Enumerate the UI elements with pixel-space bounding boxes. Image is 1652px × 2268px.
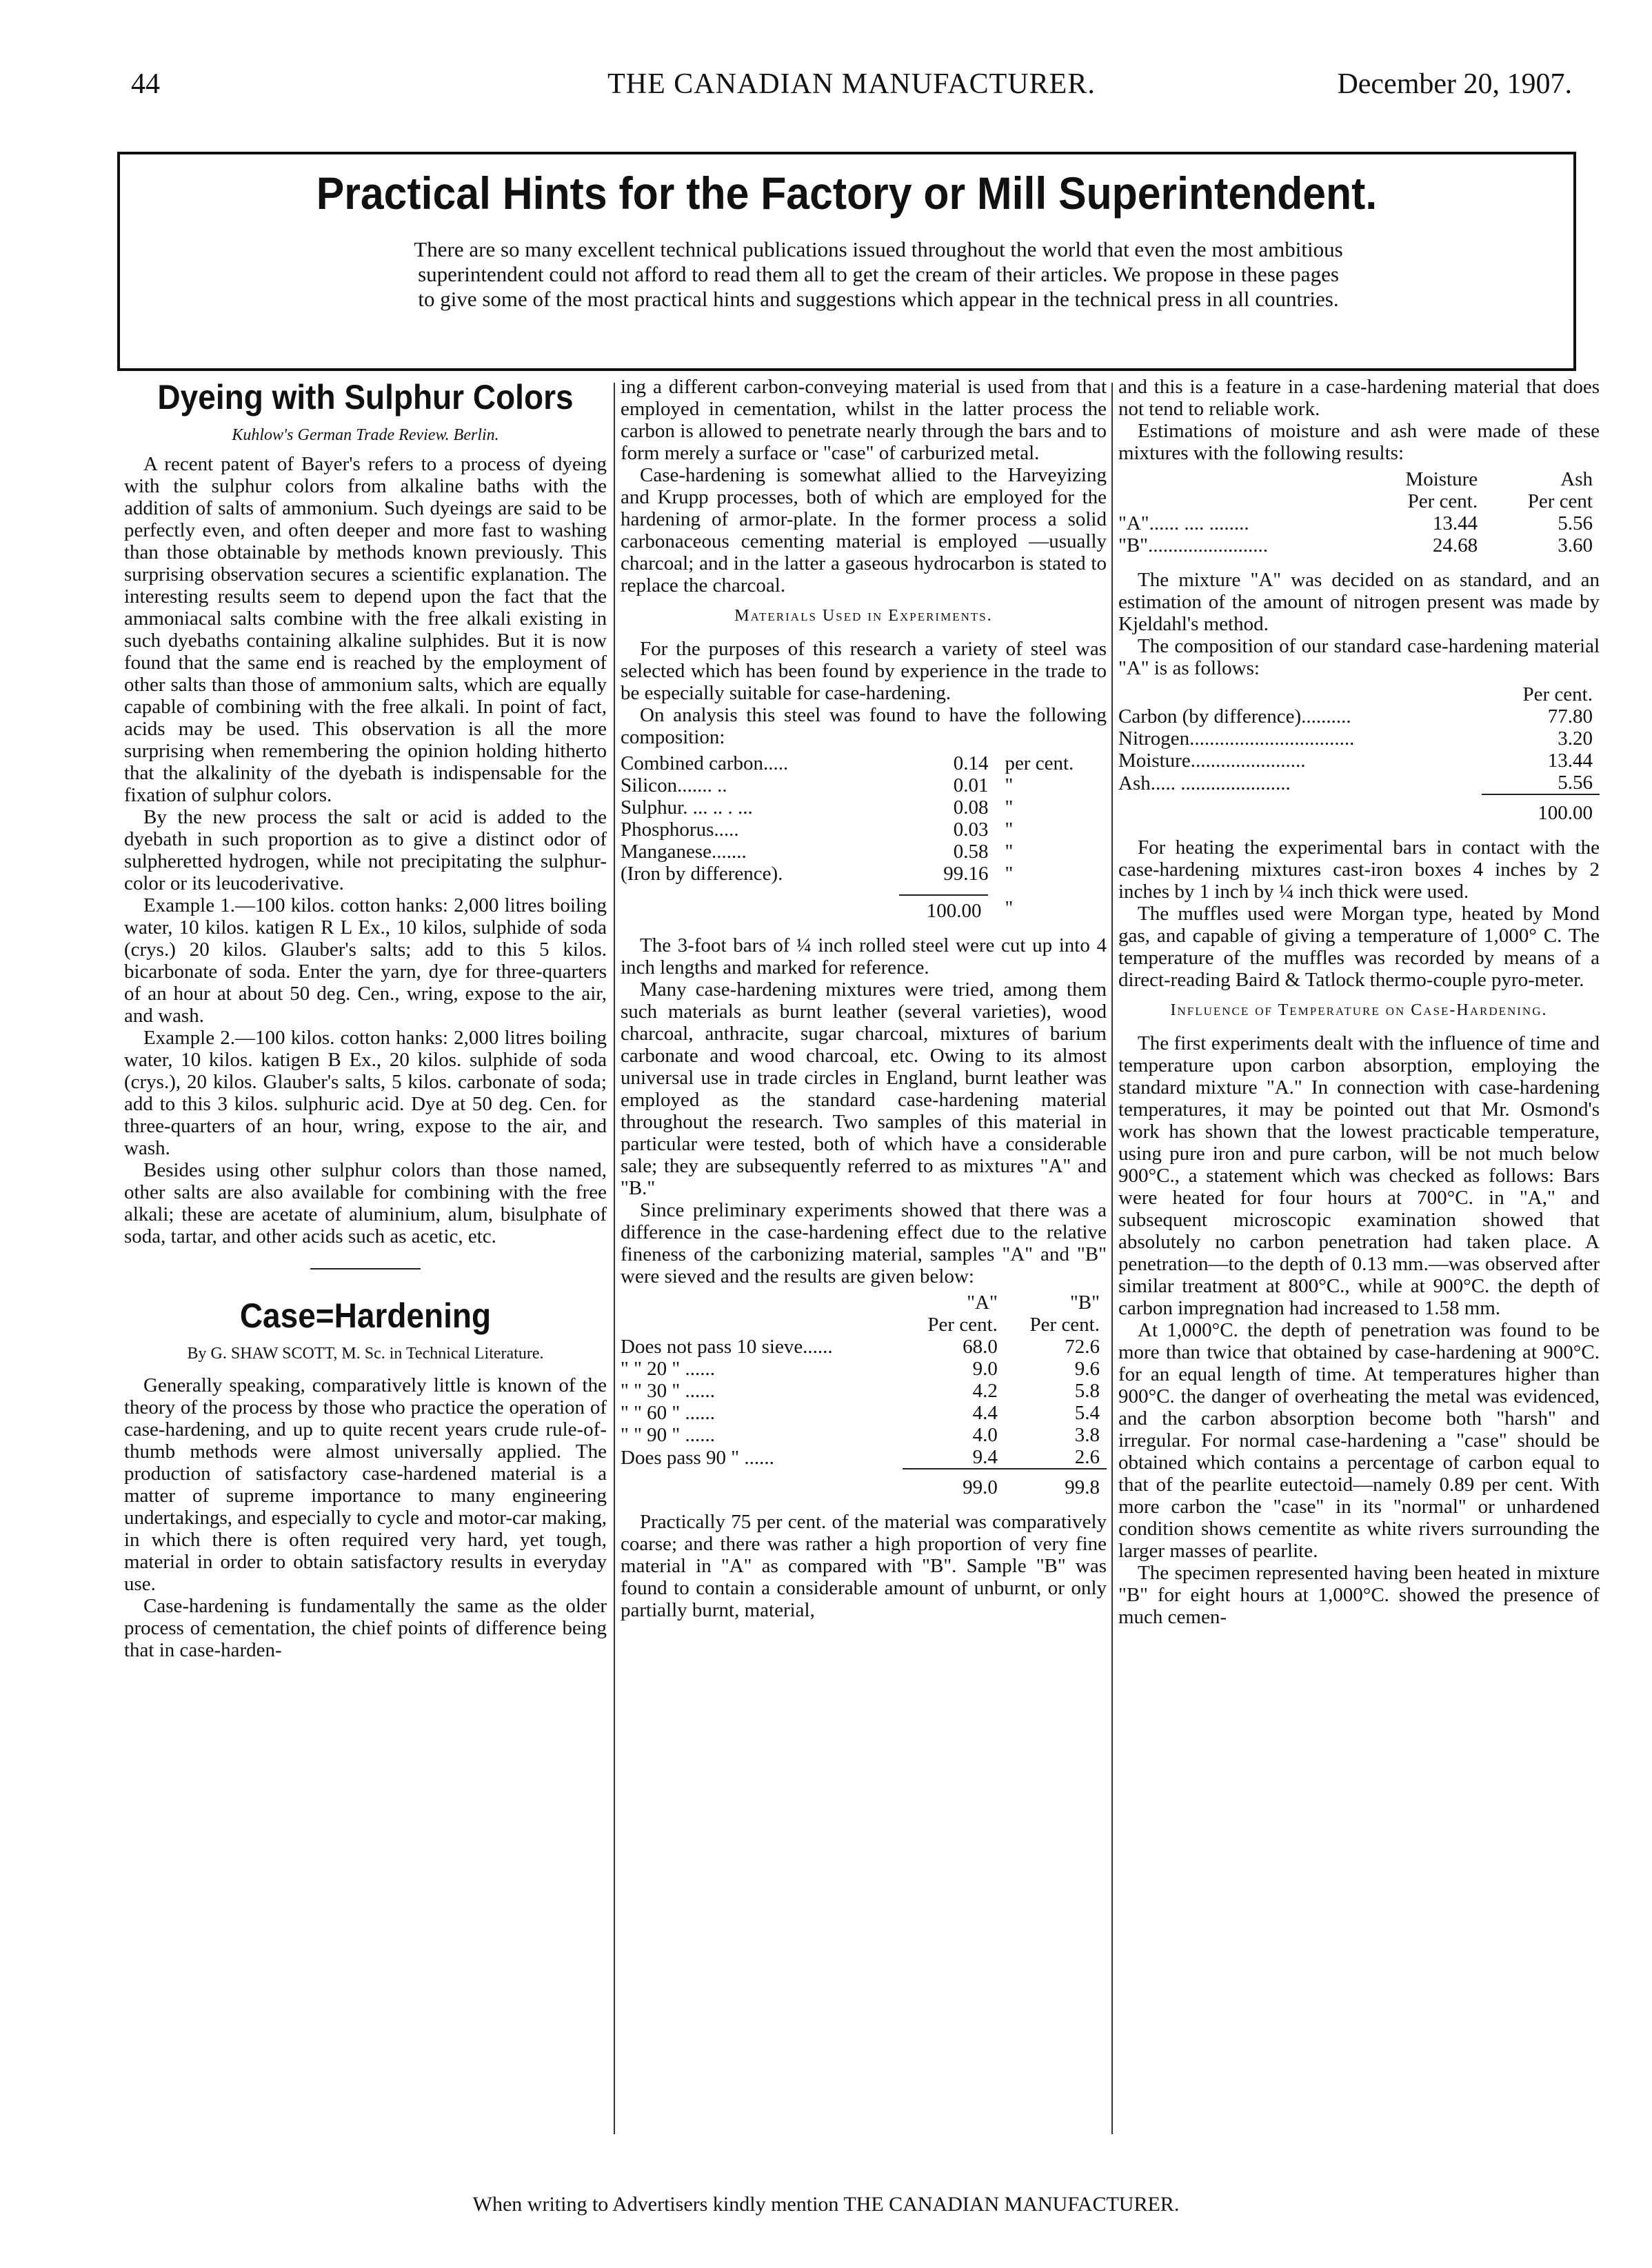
- table-cell: Nitrogen.................................: [1118, 727, 1355, 750]
- case-paragraph: For the purposes of this research a variety of steel was selected which has been found by experience in the trade to be especially suitable for case-hardening.: [621, 638, 1107, 704]
- table-header-row: [1118, 490, 1600, 512]
- banner-intro: There are so many excellent technical publications issued throughout the world that even the most ambitious superintendent could not afford to read them all to get the cream of their articles. We propose in these pages to give some of the most practical hints and suggestions which appear in the technical press in all countries.: [414, 237, 1343, 311]
- table-cell: Does not pass 10 sieve......: [621, 1336, 833, 1358]
- table-header-cell: Per cent.: [1522, 683, 1593, 705]
- column-rule: [614, 383, 615, 2134]
- case-paragraph: Estimations of moisture and ash were made of these mixtures with the following results:: [1118, 420, 1600, 464]
- table-header-cell: "B": [1069, 1292, 1100, 1314]
- section-heading-materials: Materials Used in Experiments.: [734, 607, 993, 625]
- case-paragraph: Practically 75 per cent. of the material was comparatively coarse; and there was rather a high proportion of very fine material in "A" as compared with "B". Sample "B" was found to contain a considerable amount of unburnt, or only partially burnt, material,: [621, 1511, 1107, 1621]
- table-cell: Combined carbon.....: [621, 752, 789, 774]
- table-row: [621, 863, 1107, 885]
- table-header-cell: [1118, 468, 1358, 490]
- table-row: [621, 819, 1107, 841]
- table-row: [1118, 512, 1600, 534]
- table-header-cell: [621, 1292, 903, 1314]
- table-cell: 99.0: [903, 1469, 1005, 1498]
- dyeing-paragraph: Example 1.—100 kilos. cotton hanks: 2,000 litres boiling water, 10 kilos. katigen R L Ex., 10 kilos, sulphide of soda (crys.) 20 kilos. Glauber's salts; add to this 5 kilos. bicarbonate of soda. Enter the yarn, dye for three-quarters of an hour at about 50 deg. Cen., wring, expose to the air, and wash.: [124, 894, 607, 1027]
- table-cell: 100.00: [1482, 794, 1600, 824]
- case-article-title: Case=Hardening: [239, 1296, 492, 1335]
- table-cell: 13.44: [1547, 750, 1593, 772]
- standard-material-table: [1118, 683, 1600, 824]
- table-header-cell: "A": [967, 1292, 998, 1314]
- case-paragraph: and this is a feature in a case-hardening material that does not tend to reliable work.: [1118, 376, 1600, 420]
- article-separator: [310, 1268, 421, 1270]
- case-paragraph: The 3-foot bars of ¼ inch rolled steel were cut up into 4 inch lengths and marked for reference.: [621, 934, 1107, 979]
- table-cell: ": [1005, 897, 1014, 919]
- table-cell: 0.01: [953, 774, 989, 796]
- table-cell: Does pass 90 " ......: [621, 1446, 774, 1469]
- table-cell: 0.14: [953, 752, 989, 774]
- case-paragraph: On analysis this steel was found to have the following composition:: [621, 704, 1107, 748]
- table-cell: 99.16: [943, 863, 989, 885]
- case-paragraph: At 1,000°C. the depth of penetration was found to be more than twice that obtained by case-hardening at 900°C. for an equal length of time. At temperatures higher than 900°C. the danger of overheating the metal was evidenced, and the carbon absorption become both "harsh" and irregular. For normal case-hardening a "case" should be obtained which contains a percentage of carbon equal to that of the pearlite eutectoid—namely 0.89 per cent. With more carbon the "case" in its "normal" or unhardened condition shows cementite as white rivers surrounding the larger masses of pearlite.: [1118, 1319, 1600, 1562]
- table-row: [1118, 705, 1600, 727]
- table-cell: 5.4: [1074, 1402, 1100, 1424]
- dyeing-paragraph: Example 2.—100 kilos. cotton hanks: 2,000 litres boiling water, 10 kilos. katigen B Ex., 20 kilos. sulphide of soda (crys.), 20 kilos. Glauber's salts, 5 kilos. carbonate of soda; add to this 3 kilos. sulphuric acid. Dye at 50 deg. Cen. for three-quarters of an hour, wring, expose to the air, and wash.: [124, 1027, 607, 1159]
- table-header-cell: [1118, 490, 1358, 512]
- case-paragraph: For heating the experimental bars in contact with the case-hardening mixtures cast-iron boxes 4 inches by 2 inches by 1 inch by ¼ inch thick were used.: [1118, 836, 1600, 903]
- table-cell: Sulphur. ... .. . ...: [621, 796, 753, 819]
- case-byline: By G. SHAW SCOTT, M. Sc. in Technical Literature.: [187, 1345, 544, 1363]
- dyeing-paragraph: A recent patent of Bayer's refers to a process of dyeing with the sulphur colors from alkaline baths with the addition of salts of ammonium. Such dyeings are said to be perfectly even, and often deeper and more fast to washing than those obtainable by methods known previously. This surprising observation secures a scientific explanation. The interesting results seem to depend upon the fact that the ammoniacal salts combine with the free alkali existing in such dyebaths containing alkaline sulphides. But it is now found that the same end is reached by the employment of other salts than those of ammonium salts, which are equally capable of combining with the free alkali. In point of fact, acids may be used. This observation is all the more surprising when remembering the opinion holding hitherto that the alkalinity of the dyebath is indispensable for the fixation of sulphur colors.: [124, 453, 607, 806]
- sieve-table: [621, 1292, 1107, 1498]
- table-total-row: [621, 1469, 1107, 1498]
- dyeing-article-title: Dyeing with Sulphur Colors: [157, 378, 574, 417]
- table-cell: Silicon....... ..: [621, 774, 727, 796]
- case-paragraph: Case-hardening is somewhat allied to the Harveyizing and Krupp processes, both of which are employed for the hardening of armor-plate. In the former process a solid carbonaceous cementing material is employed —usually charcoal; and in the latter a gaseous hydrocarbon is stated to replace the charcoal.: [621, 464, 1107, 596]
- table-cell: 4.2: [972, 1380, 998, 1402]
- table-cell: 99.8: [1005, 1469, 1107, 1498]
- table-row: [1118, 772, 1600, 794]
- table-cell: 100.00: [899, 894, 989, 922]
- table-cell: 4.0: [972, 1424, 998, 1446]
- issue-date: December 20, 1907.: [1337, 68, 1572, 100]
- table-cell: 9.0: [972, 1358, 998, 1380]
- case-paragraph: The mixture "A" was decided on as standard, and an estimation of the amount of nitrogen present was made by Kjeldahl's method.: [1118, 569, 1600, 635]
- table-cell: Ash..... ......................: [1118, 772, 1291, 794]
- case-paragraph: The muffles used were Morgan type, heated by Mond gas, and capable of giving a temperature of 1,000° C. The temperature of the muffles was recorded by means of a direct-reading Baird & Tatlock thermo-couple pyro-meter.: [1118, 903, 1600, 991]
- table-cell: 9.6: [1074, 1358, 1100, 1380]
- table-header-cell: Per cent.: [1407, 490, 1478, 512]
- table-total-row: [1118, 794, 1600, 824]
- table-header-cell: Ash: [1560, 468, 1593, 490]
- table-cell: 5.8: [1074, 1380, 1100, 1402]
- table-header-row: [1118, 468, 1600, 490]
- table-cell: 13.44: [1432, 512, 1478, 534]
- table-cell: 3.20: [1558, 727, 1593, 750]
- table-cell: ": [1005, 796, 1014, 819]
- case-paragraph: The specimen represented having been heated in mixture "B" for eight hours at 1,000°C. showed the presence of much cemen-: [1118, 1562, 1600, 1628]
- table-row: [621, 1402, 1107, 1424]
- table-cell: 72.6: [1065, 1336, 1100, 1358]
- table-cell: 0.58: [953, 841, 989, 863]
- table-cell: " " 90 " ......: [621, 1424, 716, 1446]
- column-3: [1118, 376, 1600, 1628]
- table-header-row: [621, 1314, 1107, 1336]
- table-row: [621, 841, 1107, 863]
- table-cell: ": [1005, 774, 1014, 796]
- case-paragraph: ing a different carbon-conveying material is used from that employed in cementation, whilst in the latter process the carbon is allowed to penetrate nearly through the bars and to form merely a surface or "case" of carburized metal.: [621, 376, 1107, 464]
- table-cell: 68.0: [963, 1336, 998, 1358]
- table-cell: Carbon (by difference)..........: [1118, 705, 1351, 727]
- case-paragraph: Since preliminary experiments showed that there was a difference in the case-hardening effect due to the relative fineness of the carbonizing material, samples "A" and "B" were sieved and the results are given below:: [621, 1199, 1107, 1287]
- table-cell: Manganese.......: [621, 841, 747, 863]
- table-cell: "B"........................: [1118, 534, 1269, 556]
- dyeing-paragraph: By the new process the salt or acid is added to the dyebath in such proportion as to give a distinct odor of sulpheretted hydrogen, while not precipitating the sulphur-color or its leucoderivative.: [124, 806, 607, 894]
- table-row: [1118, 534, 1600, 556]
- column-1: [124, 376, 607, 1661]
- table-header-row: [1118, 683, 1600, 705]
- section-heading-temperature: Influence of Temperature on Case-Hardening.: [1170, 1001, 1548, 1019]
- table-header-row: [621, 1292, 1107, 1314]
- table-cell: ": [1005, 819, 1014, 841]
- table-cell: " " 30 " ......: [621, 1380, 716, 1402]
- table-cell: ": [1005, 863, 1014, 885]
- table-cell: 77.80: [1547, 705, 1593, 727]
- table-total-row: [621, 885, 1107, 922]
- table-cell: 0.08: [953, 796, 989, 819]
- publication-title: THE CANADIAN MANUFACTURER.: [607, 68, 1096, 100]
- table-cell: 3.60: [1558, 534, 1593, 556]
- steel-composition-table: [621, 752, 1107, 922]
- table-row: [1118, 750, 1600, 772]
- page-number: 44: [131, 68, 160, 100]
- dyeing-source: Kuhlow's German Trade Review. Berlin.: [232, 426, 499, 444]
- table-row: [621, 1358, 1107, 1380]
- running-head: [131, 68, 1572, 109]
- table-row: [621, 752, 1107, 774]
- banner-title: Practical Hints for the Factory or Mill Superintendent.: [316, 168, 1378, 219]
- table-row: [621, 1380, 1107, 1402]
- table-header-cell: Per cent: [1527, 490, 1593, 512]
- table-header-cell: [621, 1314, 903, 1336]
- case-paragraph: Many case-hardening mixtures were tried, among them such materials as burnt leather (several varieties), wood charcoal, anthracite, sugar charcoal, mixtures of barium carbonate and wood charcoal, etc. Owing to its almost universal use in trade circles in England, burnt leather was employed as the standard case-hardening material throughout the research. Two samples of this material in particular were tested, both of which have a considerable sale; they are subsequently referred to as mixtures "A" and "B.": [621, 979, 1107, 1199]
- table-cell: 5.56: [1558, 512, 1593, 534]
- table-cell: 24.68: [1432, 534, 1478, 556]
- table-cell: ": [1005, 841, 1014, 863]
- case-paragraph: The composition of our standard case-hardening material "A" is as follows:: [1118, 635, 1600, 679]
- table-cell: (Iron by difference).: [621, 863, 783, 885]
- table-cell: "A"...... .... ........: [1118, 512, 1249, 534]
- table-header-cell: Per cent.: [927, 1314, 998, 1336]
- table-row: [621, 1446, 1107, 1469]
- table-cell: Moisture.......................: [1118, 750, 1306, 772]
- case-paragraph: The first experiments dealt with the influence of time and temperature upon carbon absorption, employing the standard mixture "A." In connection with case-hardening temperatures, it may be pointed out that Mr. Osmond's work has shown that the lowest practicable temperature, using pure iron and pure carbon, will be not much below 900°C., a statement which was checked as follows: Bars were heated for four hours at 700°C. in "A," and subsequent microscopic examination showed that absolutely no carbon penetration had taken place. A penetration—to the depth of 0.13 mm.—was observed after similar treatment at 800°C., while at 900°C. the depth of carbon impregnation had increased to 1.58 mm.: [1118, 1032, 1600, 1319]
- table-cell: " " 60 " ......: [621, 1402, 716, 1424]
- dyeing-paragraph: Besides using other sulphur colors than those named, other salts are also available for combining with the free alkali; these are acetate of aluminium, alum, bisulphate of soda, tartar, and other acids such as acetic, etc.: [124, 1159, 607, 1247]
- column-rule: [1111, 383, 1113, 2134]
- case-paragraph: Case-hardening is fundamentally the same as the older process of cementation, the chief points of difference being that in case-harden-: [124, 1595, 607, 1661]
- table-row: [621, 774, 1107, 796]
- table-header-cell: Moisture: [1405, 468, 1478, 490]
- banner-box: [117, 152, 1576, 371]
- table-cell: 3.8: [1074, 1424, 1100, 1446]
- table-cell: 5.56: [1558, 772, 1593, 794]
- case-paragraph: Generally speaking, comparatively little is known of the theory of the process by those who practice the operation of case-hardening, and up to quite recent years crude rule-of-thumb methods were almost universally applied. The production of satisfactory case-hardened material is a matter of supreme importance to many engineering undertakings, and especially to cycle and motor-car making, in which there is often required very hard, yet tough, material in order to obtain satisfactory results in everyday use.: [124, 1374, 607, 1595]
- column-2: [621, 376, 1107, 1621]
- table-cell: 4.4: [972, 1402, 998, 1424]
- table-cell: " " 20 " ......: [621, 1358, 716, 1380]
- table-row: [1118, 727, 1600, 750]
- table-cell: per cent.: [1005, 752, 1074, 774]
- table-cell: 9.4: [972, 1446, 998, 1468]
- moisture-ash-table: [1118, 468, 1600, 556]
- table-cell: 2.6: [1074, 1446, 1100, 1468]
- table-cell: 0.03: [953, 819, 989, 841]
- table-header-cell: Per cent.: [1029, 1314, 1100, 1336]
- table-row: [621, 796, 1107, 819]
- table-row: [621, 1336, 1107, 1358]
- table-cell: Phosphorus.....: [621, 819, 739, 841]
- table-row: [621, 1424, 1107, 1446]
- advertiser-footer: When writing to Advertisers kindly mention THE CANADIAN MANUFACTURER.: [472, 2193, 1180, 2216]
